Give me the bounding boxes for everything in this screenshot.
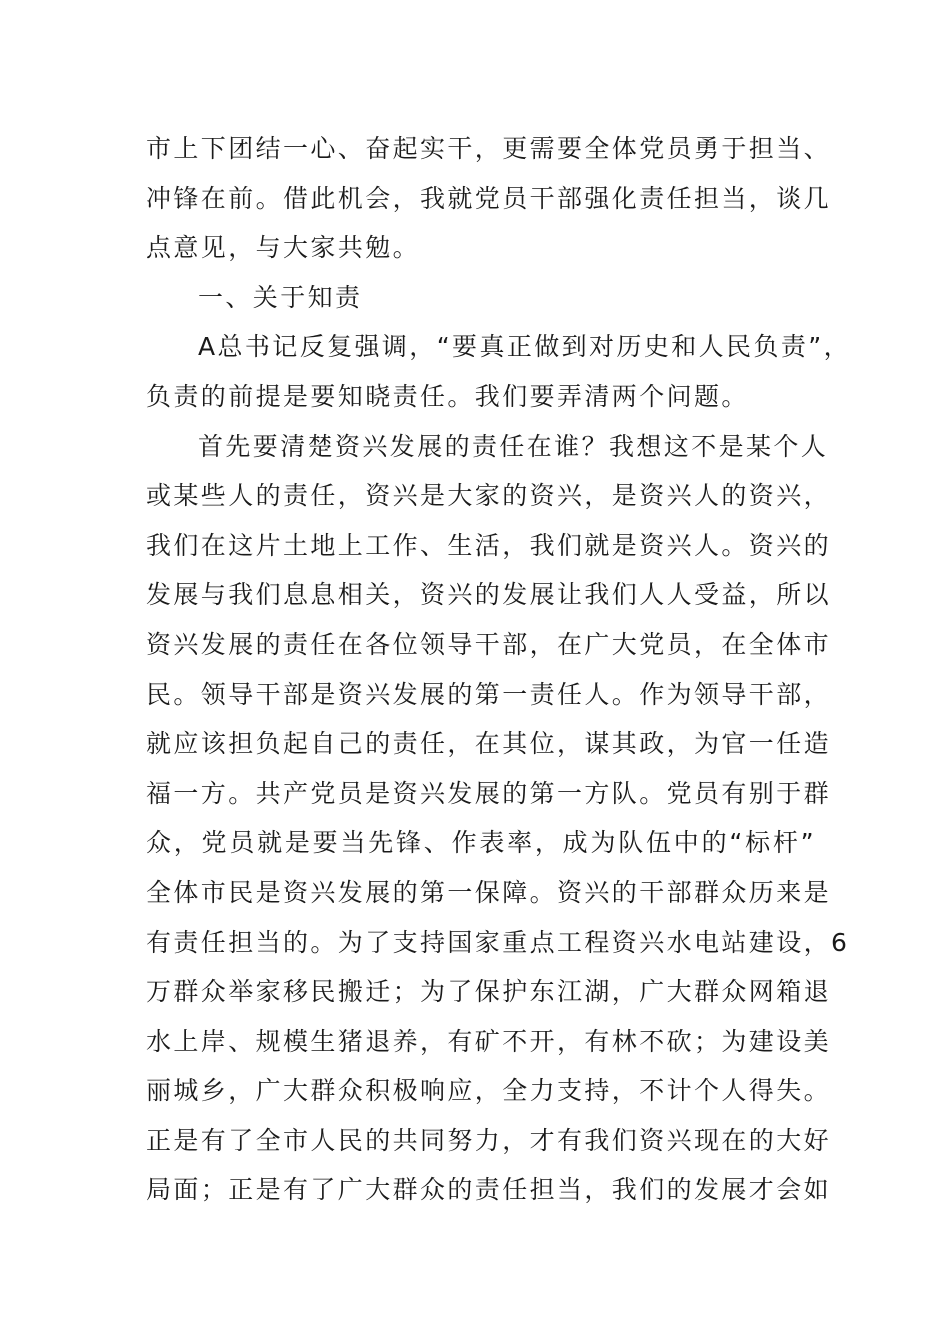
text-line: 福一方。共产党员是资兴发展的第一方队。党员有别于群: [146, 778, 832, 808]
text-line: 或某些人的责任，资兴是大家的资兴，是资兴人的资兴，: [146, 481, 832, 511]
text-line: 点意见，与大家共勉。: [146, 233, 421, 263]
text-line: 众，党员就是要当先锋、作表率，成为队伍中的“标杆”: [146, 828, 816, 858]
text-line: 市上下团结一心、奋起实干，更需要全体党员勇于担当、: [146, 134, 832, 163]
text-line: 局面；正是有了广大群众的责任担当，我们的发展才会如: [146, 1175, 832, 1205]
text-line: 冲锋在前。借此机会，我就党员干部强化责任担当，谈几: [146, 183, 832, 213]
text-line: 丽城乡，广大群众积极响应，全力支持，不计个人得失。: [146, 1076, 832, 1106]
section-heading: 一、关于知责: [198, 282, 363, 312]
text-line: 发展与我们息息相关，资兴的发展让我们人人受益，所以: [146, 580, 832, 610]
text-line: 正是有了全市人民的共同努力，才有我们资兴现在的大好: [146, 1125, 832, 1155]
body-text: [146, 124, 852, 1215]
text-line: 我们在这片土地上工作、生活，我们就是资兴人。资兴的: [146, 530, 832, 560]
text-line: 水上岸、规模生猪退养，有矿不开，有林不砍；为建设美: [146, 1026, 832, 1056]
text-line: 万群众举家移民搬迁；为了保护东江湖，广大群众网箱退: [146, 977, 832, 1007]
text-line: 民。领导干部是资兴发展的第一责任人。作为领导干部，: [146, 679, 832, 709]
text-line: 负责的前提是要知晓责任。我们要弄清两个问题。: [146, 381, 749, 411]
text-line: 首先要清楚资兴发展的责任在谁？我想这不是某个人: [198, 431, 829, 461]
text-line: 全体市民是资兴发展的第一保障。资兴的干部群众历来是: [146, 877, 832, 907]
text-line: 就应该担负起自己的责任，在其位，谋其政，为官一任造: [146, 729, 832, 759]
text-line: 资兴发展的责任在各位领导干部，在广大党员，在全体市: [146, 629, 832, 659]
text-line: A总书记反复强调，“要真正做到对历史和人民负责”，: [198, 332, 852, 362]
text-line: 有责任担当的。为了支持国家重点工程资兴水电站建设，6: [146, 927, 850, 957]
